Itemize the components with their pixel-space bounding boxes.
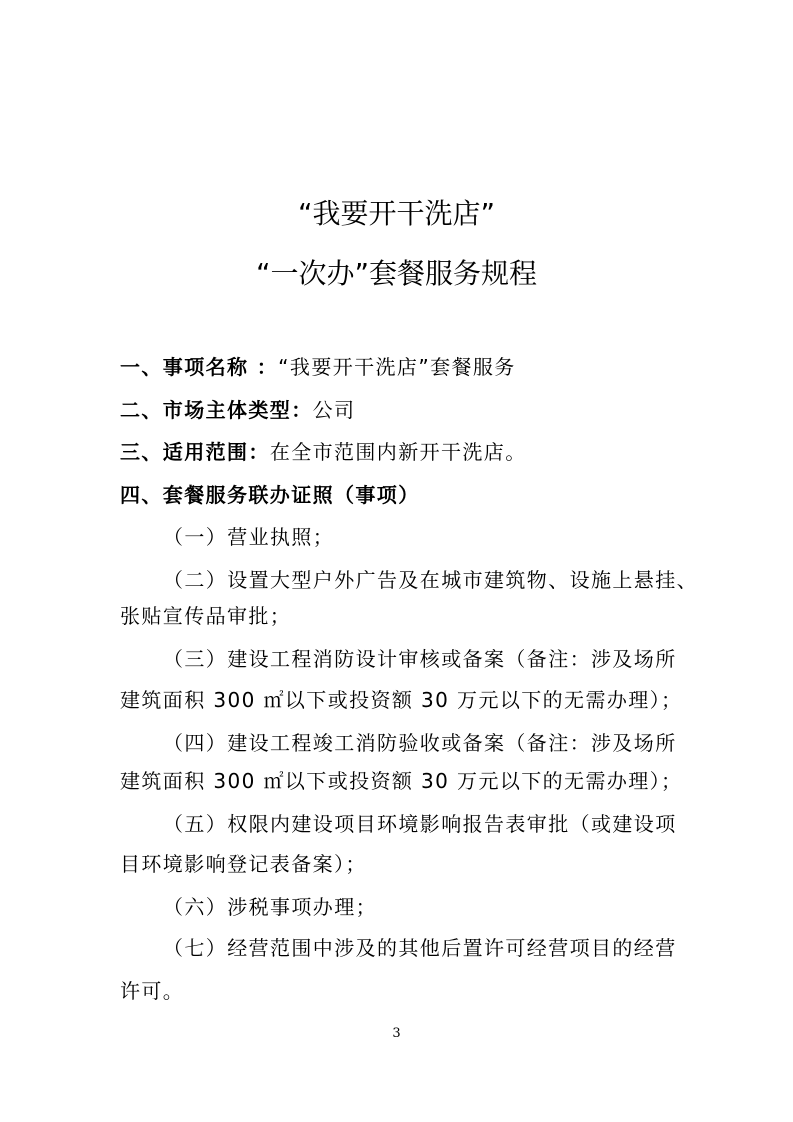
- list-item-continuation: 许可。: [120, 979, 185, 1003]
- section-value: 公司: [312, 398, 356, 422]
- list-item: （五）权限内建设项目环境影响报告表审批（或建设项: [163, 812, 677, 836]
- list-item: （三）建设工程消防设计审核或备案（备注：涉及场所: [163, 647, 677, 671]
- section-label: 三、适用范围：: [120, 440, 270, 464]
- list-item-continuation: 目环境影响登记表备案）；: [120, 852, 367, 876]
- list-item: （七）经营范围中涉及的其他后置许可经营项目的经营: [163, 936, 677, 960]
- list-item-continuation: 建筑面积 300 ㎡以下或投资额 30 万元以下的无需办理）；: [120, 688, 683, 712]
- section-label: 一、事项名称 ：: [120, 355, 279, 379]
- section-label: 二、市场主体类型：: [120, 398, 313, 422]
- list-item: （二）设置大型户外广告及在城市建筑物、设施上悬挂、: [163, 568, 698, 592]
- list-item: （一）营业执照；: [163, 525, 335, 549]
- list-item: （六）涉税事项办理；: [163, 895, 377, 919]
- list-item-continuation: 建筑面积 300 ㎡以下或投资额 30 万元以下的无需办理）；: [120, 769, 683, 793]
- list-item-continuation: 张贴宣传品审批；: [120, 604, 292, 628]
- page-number: 3: [392, 1026, 401, 1041]
- list-item: （四）建设工程竣工消防验收或备案（备注：涉及场所: [163, 731, 677, 755]
- document-title-line-2: “一次办”套餐服务规程: [255, 257, 537, 290]
- section-joint-licenses-heading: 四、套餐服务联办证照（事项）: [120, 483, 420, 507]
- section-market-entity-type: [120, 396, 680, 424]
- section-scope: [120, 438, 680, 466]
- document-title-line-1: “我要开干洗店”: [297, 197, 495, 230]
- section-value: 在全市范围内新开干洗店。: [269, 440, 527, 464]
- section-item-name: [120, 353, 680, 381]
- section-value: “我要开干洗店”套餐服务: [278, 355, 516, 379]
